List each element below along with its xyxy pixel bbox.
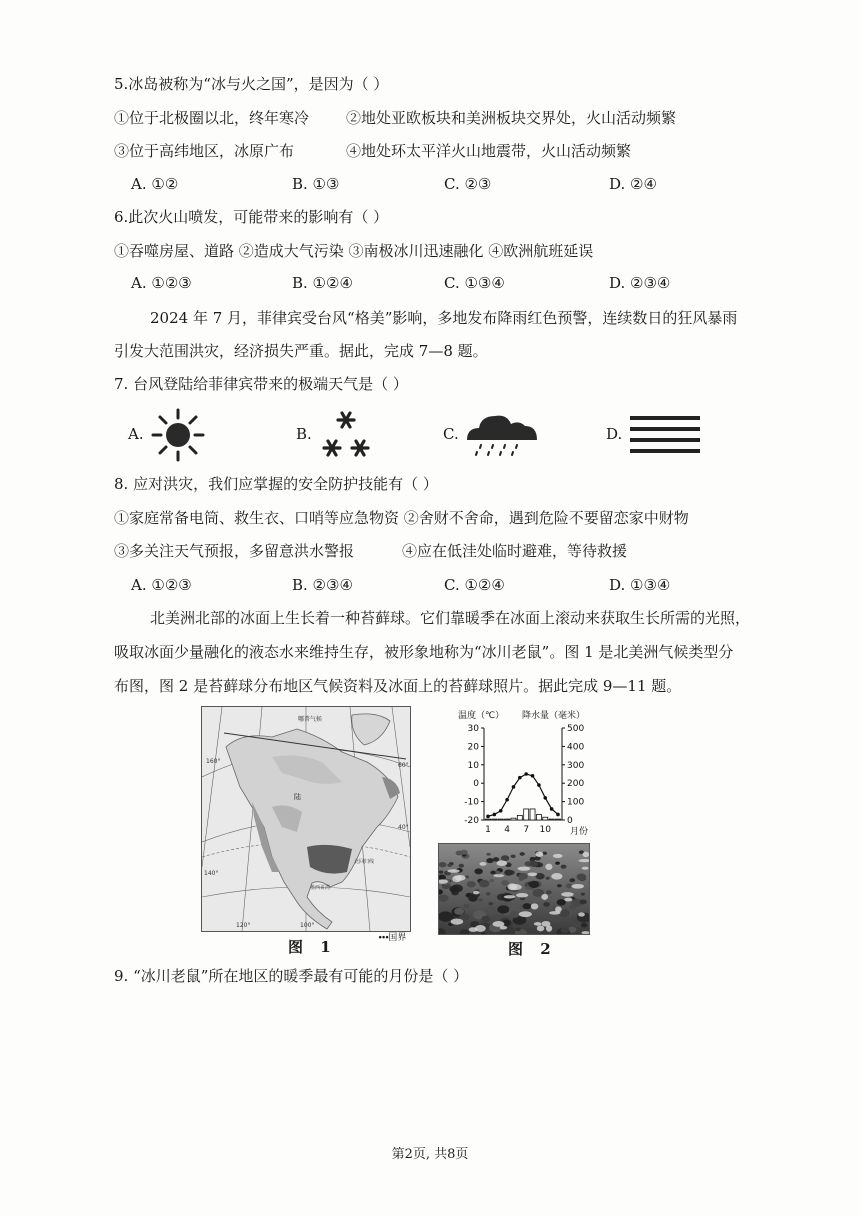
snow-icon (318, 410, 374, 462)
moss-ball (581, 893, 585, 896)
q5-option-c: C. ②③ (444, 175, 492, 193)
precip-bar (556, 819, 561, 820)
ice-patch (582, 867, 589, 870)
ice-patch (493, 874, 504, 877)
chart-tick-label-x: 7 (523, 825, 530, 835)
ice-patch (454, 875, 465, 881)
precip-bar (517, 815, 522, 820)
chart-tick-label-left: 30 (467, 724, 479, 734)
rain-cloud-icon (463, 410, 541, 458)
moss-ball (486, 906, 496, 913)
ice-patch (507, 883, 517, 890)
moss-ball (516, 928, 521, 932)
moss-ball (519, 873, 528, 880)
passage1-line2: 引发大范围洪灾，经济损失严重。据此，完成 7—8 题。 (114, 342, 488, 360)
temp-point (493, 813, 497, 817)
moss-ball (501, 855, 509, 861)
moss-ball (555, 862, 560, 865)
temp-point (543, 796, 547, 800)
q8-stem: 8. 应对洪灾，我们应掌握的安全防护技能有（ ） (114, 475, 438, 493)
ice-patch (578, 912, 585, 916)
moss-ball (561, 927, 570, 933)
q7-label-c: C. (443, 425, 459, 443)
q5-item-3: ③位于高纬地区，冰原广布 (114, 142, 295, 160)
figure2-caption: 图 2 (508, 940, 557, 958)
temp-point (531, 774, 535, 778)
passage1-line1: 2024 年 7 月，菲律宾受台风“格美”影响，多地发布降雨红色预警，连续数日的狂风暴雨 (150, 309, 738, 327)
moss-ball (478, 898, 483, 902)
map-gulf-label: 墨西哥湾 (310, 885, 331, 891)
q6-stem: 6.此次火山喷发，可能带来的影响有（ ） (114, 208, 389, 226)
chart-tick-label-right: 200 (567, 779, 585, 790)
moss-ball (439, 870, 444, 873)
q8-option-d: D. ①③④ (609, 576, 671, 594)
map-sea-label: 哪普气候 (298, 716, 323, 723)
map-lon-160: 160° (206, 758, 221, 765)
ice-patch (582, 852, 589, 858)
ice-patch (582, 931, 590, 934)
q6-items: ①吞噬房屋、道路 ②造成大气污染 ③南极冰川迅速融化 ④欧洲航班延误 (114, 242, 594, 260)
q5-item-4: ④地处环太平洋火山地震带，火山活动频繁 (346, 142, 632, 160)
q6-option-b: B. ①②④ (292, 274, 353, 292)
moss-ball (501, 880, 509, 886)
map-lat-40: 40° (398, 824, 409, 831)
ice-patch (551, 873, 562, 880)
q5-option-b: B. ①③ (292, 175, 340, 193)
moss-ball (479, 880, 490, 887)
map-lon-120: 120° (236, 922, 251, 929)
moss-ball (439, 862, 447, 867)
ice-patch (504, 895, 515, 898)
ice-patch (516, 893, 528, 897)
ice-patch (537, 925, 544, 931)
q7-stem: 7. 台风登陆给菲律宾带来的极端天气是（ ） (114, 375, 408, 393)
ice-patch (571, 884, 584, 889)
moss-ball (543, 902, 550, 907)
moss-ball (510, 911, 520, 918)
precip-bar (498, 819, 503, 820)
moss-ball (561, 865, 567, 869)
ice-patch (553, 854, 563, 858)
moss-ball (510, 854, 515, 858)
moss-ball (523, 903, 532, 909)
moss-ball (438, 911, 453, 921)
map-legend-border: ∙∙∙国界 (378, 933, 407, 943)
chart-tick-label-right: 500 (567, 724, 585, 734)
moss-ball (557, 884, 562, 887)
sun-icon (150, 407, 206, 463)
ice-patch (546, 925, 552, 931)
q8-option-b: B. ②③④ (292, 576, 353, 594)
precip-bar (549, 819, 554, 820)
ice-patch (531, 903, 539, 909)
chart-tick-label-x: 10 (539, 825, 551, 835)
moss-ball (456, 851, 463, 856)
fog-icon (630, 414, 700, 454)
chart-tick-label-right: 100 (567, 797, 585, 808)
moss-ball-photo (438, 843, 590, 935)
moss-ball (481, 916, 490, 922)
q7-label-b: B. (296, 425, 312, 443)
temp-point (499, 809, 503, 813)
moss-ball (546, 877, 550, 880)
q5-item-1: ①位于北极圈以北，终年寒冷 (114, 109, 310, 127)
temp-point (537, 783, 541, 787)
precip-bar (524, 809, 529, 820)
chart-tick-label-left: -10 (464, 797, 479, 808)
q5-option-d: D. ②④ (609, 175, 657, 193)
q8-option-a: A. ①②③ (131, 576, 192, 594)
ice-patch (447, 869, 459, 873)
temp-point (550, 807, 554, 811)
moss-ball (580, 899, 587, 904)
moss-ball (497, 905, 509, 913)
chart-tick-label-x: 1 (485, 825, 491, 835)
ice-patch (561, 892, 573, 897)
moss-ball (468, 895, 478, 902)
chart-precip-label: 降水量（毫米） (522, 711, 586, 721)
passage2-line2: 吸取冰面少量融化的液态水来维持生存，被形象地称为“冰川老鼠”。图 1 是北美洲气候类型分 (114, 643, 734, 661)
chart-temp-label: 温度（℃） (458, 711, 505, 721)
page-footer: 第2页, 共8页 (391, 1147, 469, 1162)
ice-patch (473, 891, 480, 894)
ice-patch (479, 862, 486, 866)
q7-label-d: D. (606, 425, 623, 443)
temp-point (505, 798, 509, 802)
moss-ball (449, 886, 459, 893)
moss-ball (569, 878, 575, 882)
q8-option-c: C. ①②④ (444, 576, 505, 594)
q6-option-a: A. ①②③ (131, 274, 192, 292)
precip-bar (486, 819, 491, 820)
ice-patch (528, 873, 538, 877)
moss-ball (530, 861, 539, 867)
ice-patch (564, 898, 572, 902)
chart-tick-label-right: 400 (567, 742, 585, 753)
moss-ball (581, 923, 588, 928)
passage2-line3: 布图，图 2 是苔藓球分布地区气候资料及冰面上的苔藓球照片。据此完成 9—11 题。 (114, 677, 682, 695)
figure1-caption: 图 1 (288, 938, 337, 956)
moss-ball (576, 873, 586, 880)
ice-patch (549, 911, 561, 915)
q8-item-1-2: ①家庭常备电筒、救生衣、口哨等应急物资 ②舍财不舍命，遇到危险不要留恋家中财物 (114, 509, 689, 527)
moss-ball (546, 890, 552, 894)
moss-ball (488, 902, 493, 905)
chart-tick-label-left: 20 (467, 742, 479, 753)
moss-ball (463, 904, 469, 908)
moss-ball (504, 870, 513, 876)
q7-label-a: A. (128, 425, 144, 443)
moss-ball (454, 908, 464, 915)
ice-patch (500, 926, 507, 930)
q5-stem: 5.冰岛被称为“冰与火之国”，是因为（ ） (114, 75, 389, 93)
precip-bar (492, 819, 497, 820)
temp-point (486, 815, 490, 819)
moss-ball (467, 881, 476, 887)
temp-point (518, 776, 522, 780)
moss-ball (459, 864, 464, 868)
moss-ball (490, 871, 495, 875)
q5-item-2: ②地处亚欧板块和美洲板块交界处，火山活动频繁 (346, 109, 677, 127)
map-lon-100: 100° (300, 922, 315, 929)
q5-option-a: A. ①② (131, 175, 179, 193)
q6-option-c: C. ①③④ (444, 274, 505, 292)
moss-ball (489, 879, 494, 882)
moss-ball (486, 858, 493, 863)
precip-bar (530, 809, 535, 820)
chart-tick-label-right: 300 (567, 760, 585, 771)
q8-item-4: ④应在低洼处临时避难，等待救援 (402, 542, 628, 560)
ice-patch (518, 867, 531, 871)
ice-patch (519, 911, 532, 917)
q9-stem: 9. “冰川老鼠”所在地区的暖季最有可能的月份是（ ） (114, 967, 469, 985)
passage2-line1: 北美洲北部的冰面上生长着一种苔藓球。它们靠暖季在冰面上滚动来获取生长所需的光照， (150, 609, 751, 627)
moss-ball (557, 899, 566, 905)
moss-ball (438, 895, 448, 902)
ice-patch (534, 922, 542, 926)
chart-month-label: 月份 (570, 827, 589, 837)
precip-bar (536, 814, 541, 820)
temp-point (512, 785, 516, 789)
chart-tick-label-left: 10 (467, 760, 479, 771)
ice-patch (541, 894, 548, 900)
q6-option-d: D. ②③④ (609, 274, 671, 292)
north-america-climate-map (201, 706, 411, 932)
ice-patch (475, 925, 486, 932)
ice-patch (536, 851, 544, 856)
precip-bar (511, 818, 516, 820)
moss-ball (474, 868, 482, 874)
temp-point (556, 813, 560, 817)
moss-ball (493, 857, 499, 862)
ice-patch (545, 864, 552, 870)
precip-bar (505, 819, 510, 820)
moss-ball (447, 864, 452, 867)
temp-line (488, 774, 558, 816)
temp-point (524, 772, 528, 776)
climate-chart (450, 706, 590, 840)
ice-patch (497, 860, 508, 866)
ice-patch (451, 919, 463, 925)
chart-tick-label-left: 0 (473, 779, 479, 790)
map-land-label: 陆 (294, 793, 301, 801)
map-tropic-label: 北回归线 (354, 859, 375, 865)
chart-tick-label-left: -20 (464, 816, 479, 826)
chart-tick-label-x: 4 (504, 825, 510, 835)
moss-ball (569, 904, 577, 909)
moss-ball (529, 881, 539, 888)
precip-bar (543, 817, 548, 820)
chart-tick-label-right: 0 (567, 816, 573, 826)
map-lat-60: 60° (398, 762, 409, 769)
moss-ball (486, 892, 491, 895)
moss-ball (486, 853, 490, 856)
map-lon-140: 140° (204, 870, 219, 877)
moss-ball (520, 852, 525, 856)
q8-item-3: ③多关注天气预报，多留意洪水警报 (114, 542, 355, 560)
